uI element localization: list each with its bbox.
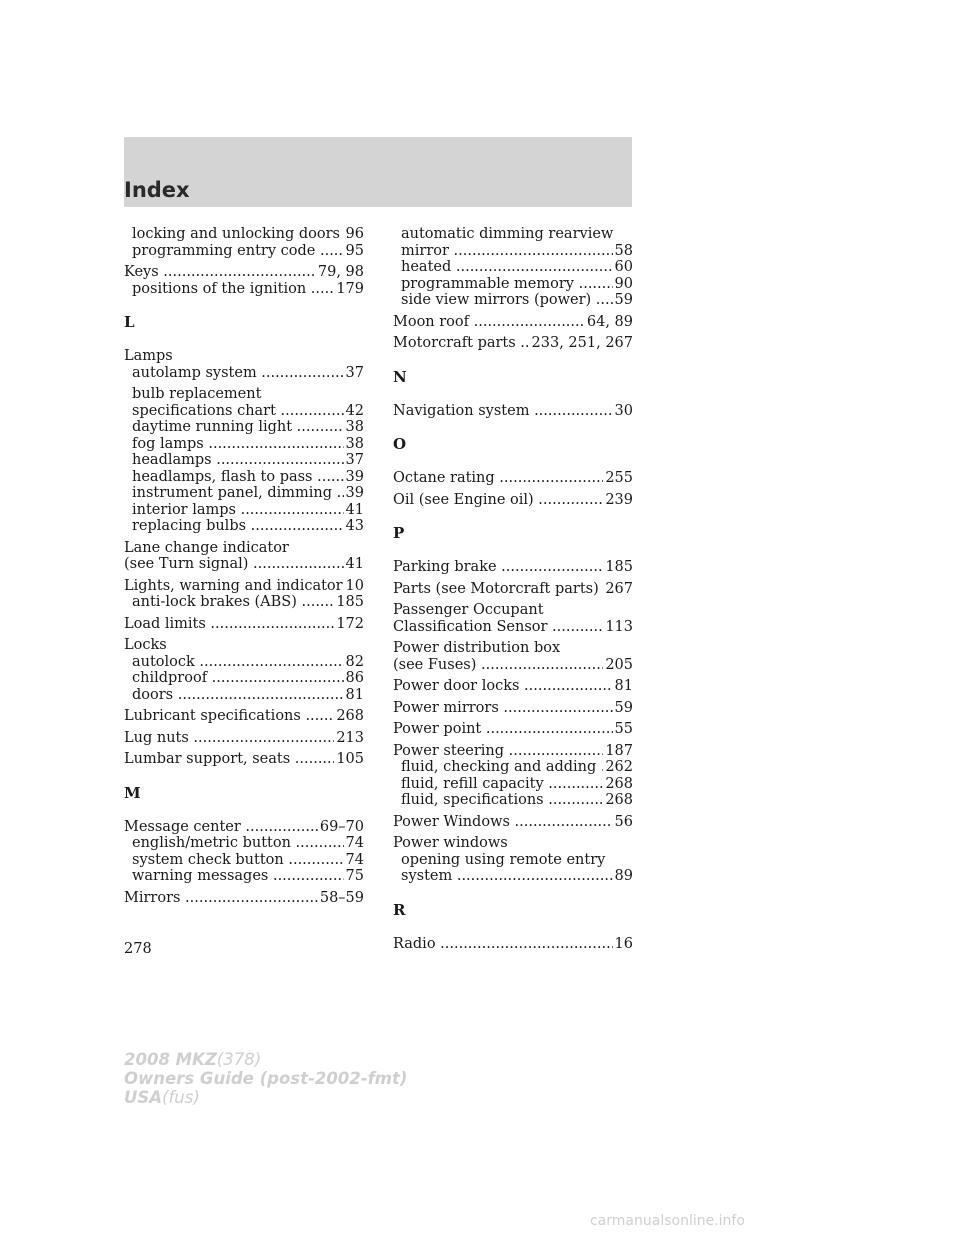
index-subentry [124, 469, 364, 486]
index-subentry [393, 852, 633, 869]
index-entry-text: Load limits [124, 615, 206, 632]
index-entry [393, 721, 633, 738]
index-entry-text: Lug nuts [124, 729, 189, 746]
index-letter-heading: N [393, 367, 407, 386]
index-subentry [124, 436, 364, 453]
index-entry-text: instrument panel, dimming [132, 485, 332, 501]
index-entry-text: interior lamps [132, 501, 236, 518]
index-entry-text: english/metric button [132, 835, 291, 851]
index-entry-text: fluid, refill capacity [401, 775, 544, 792]
index-page-ref: 96 [345, 226, 364, 242]
index-page-ref: 113 [605, 618, 633, 635]
index-entry [393, 559, 633, 576]
index-entry-text: autolamp system [132, 364, 257, 381]
index-entry-text: Lamps [124, 348, 173, 364]
index-entry-text: headlamps, flash to pass [132, 468, 313, 485]
index-entry-text: Power distribution box [393, 640, 561, 656]
index-entry-text: Radio [393, 935, 436, 952]
index-entry-text: replacing bulbs [132, 518, 247, 534]
index-subentry [124, 835, 364, 852]
index-entry-text: Keys [124, 264, 159, 280]
index-entry-text: system [401, 868, 453, 884]
index-entry-text: Lights, warning and indicator [124, 577, 343, 594]
index-page-ref: 81 [614, 678, 633, 694]
index-entry-text: Moon roof [393, 313, 470, 330]
index-entry-text: Power mirrors [393, 699, 499, 716]
index-page-ref: 185 [605, 559, 633, 575]
index-entry [124, 578, 364, 595]
index-entry [393, 835, 633, 852]
index-entry-text: Lane change indicator [124, 539, 289, 556]
index-page-ref: 59 [614, 292, 633, 308]
index-entry [393, 619, 633, 636]
index-page-ref: 64, 89 [586, 313, 633, 330]
index-entry-text: side view mirrors (power) [401, 292, 592, 308]
index-subentry [124, 365, 364, 382]
index-subentry [124, 281, 364, 298]
index-entry [393, 335, 633, 352]
index-entry-text: headlamps [132, 452, 212, 468]
index-entry-text: Power door locks [393, 678, 520, 694]
index-entry [393, 700, 633, 717]
index-subentry [393, 868, 633, 885]
index-page-ref: 185 [336, 594, 364, 610]
index-entry [124, 819, 364, 836]
index-page-ref: 233, 251, 267 [531, 335, 633, 351]
index-page-ref: 86 [345, 670, 364, 686]
index-entry [393, 602, 633, 619]
index-entry-text: bulb replacement [132, 386, 262, 402]
index-letter-heading: M [124, 783, 141, 802]
index-page-ref: 58 [614, 242, 633, 259]
index-page-ref: 74 [345, 835, 364, 851]
index-entry-text: anti-lock brakes (ABS) [132, 594, 297, 610]
index-entry-text: fog lamps [132, 435, 204, 452]
index-letter-heading: P [393, 524, 405, 542]
index-page-ref: 95 [345, 242, 364, 259]
index-page-ref: 58–59 [319, 889, 364, 906]
index-subentry [124, 243, 364, 260]
index-entry-text: Oil (see Engine oil) [393, 491, 534, 508]
index-entry-text: Lubricant specifications [124, 708, 301, 724]
index-subentry [393, 276, 633, 293]
index-entry [393, 936, 633, 953]
index-entry-text: programming entry code [132, 242, 316, 259]
index-subentry [393, 759, 633, 776]
index-entry-text: heated [401, 259, 452, 275]
index-entry-text: (see Turn signal) [124, 556, 249, 572]
index-page-ref: 69–70 [319, 818, 364, 835]
index-entry [124, 348, 364, 365]
index-page-ref: 268 [605, 775, 633, 792]
watermark: carmanualsonline.info [590, 1213, 745, 1229]
index-page-ref: 59 [614, 699, 633, 716]
index-entry-text: Parking brake [393, 559, 497, 575]
index-entry-text: Navigation system [393, 402, 530, 419]
index-letter-heading: O [393, 435, 407, 453]
index-page-ref: 75 [345, 868, 364, 884]
index-page-ref: 268 [336, 708, 364, 724]
index-entry-text: (see Fuses) [393, 656, 477, 673]
index-entry [124, 556, 364, 573]
index-subentry [393, 292, 633, 309]
index-entry [124, 637, 364, 654]
index-entry [393, 814, 633, 831]
index-letter-heading: L [124, 313, 135, 331]
index-page-ref: 205 [605, 656, 633, 673]
index-entry-text: fluid, specifications [401, 792, 544, 808]
index-subentry [393, 259, 633, 276]
index-page-ref: 30 [614, 402, 633, 419]
index-column-left [124, 226, 364, 906]
index-entry [393, 743, 633, 760]
index-page-ref: 262 [605, 759, 633, 775]
index-subentry [124, 654, 364, 671]
index-entry [124, 890, 364, 907]
index-page-ref: 172 [336, 615, 364, 632]
footer-line-guide: Owners Guide (post-2002-fmt) [124, 1069, 408, 1088]
index-entry-text: positions of the ignition [132, 280, 307, 297]
index-entry [393, 640, 633, 657]
index-page-ref: 89 [614, 868, 633, 884]
index-page-ref: 105 [336, 751, 364, 767]
index-entry-text: specifications chart [132, 402, 276, 419]
index-subentry [124, 687, 364, 704]
index-column-right [393, 226, 633, 952]
index-page-ref: 56 [614, 813, 633, 830]
index-entry-text: warning messages [132, 868, 269, 884]
index-letter-heading: R [393, 900, 406, 919]
index-entry-text: Power windows [393, 835, 508, 851]
index-entry [124, 540, 364, 557]
index-subentry [124, 403, 364, 420]
index-subentry [124, 485, 364, 502]
index-entry-text: Power steering [393, 742, 505, 759]
index-page-ref: 268 [605, 792, 633, 808]
index-entry [393, 492, 633, 509]
index-entry [124, 730, 364, 747]
index-page-ref: 90 [614, 275, 633, 292]
index-entry-text: mirror [401, 242, 449, 259]
index-entry [393, 470, 633, 487]
index-page-ref: 41 [345, 501, 364, 518]
index-page-ref: 39 [345, 485, 364, 501]
index-page-ref: 39 [345, 468, 364, 485]
index-subentry [124, 594, 364, 611]
index-page-ref: 239 [605, 491, 633, 508]
index-entry-text: doors [132, 686, 174, 703]
index-page-ref: 82 [345, 653, 364, 670]
index-entry-text: autolock [132, 653, 195, 670]
index-entry-text: Classification Sensor [393, 618, 548, 635]
index-page-ref: 255 [605, 470, 633, 486]
index-subentry [124, 518, 364, 535]
index-subentry [124, 852, 364, 869]
footer-line-region: USA(fus) [124, 1088, 200, 1107]
index-page-ref: 16 [614, 935, 633, 952]
index-entry [393, 403, 633, 420]
index-page-ref: 38 [345, 419, 364, 435]
page-number: 278 [124, 941, 152, 957]
section-title: Index [124, 178, 190, 202]
index-page-ref: 37 [345, 452, 364, 468]
section-header-bar [124, 137, 632, 207]
index-entry-text: childproof [132, 670, 208, 686]
index-entry-text: Mirrors [124, 889, 181, 906]
index-page-ref: 55 [614, 721, 633, 737]
index-entry-text: fluid, checking and adding [401, 759, 597, 775]
index-subentry [393, 226, 633, 243]
index-page-ref: 267 [605, 580, 633, 597]
footer-line-model: 2008 MKZ(378) [124, 1050, 262, 1069]
index-page-ref: 42 [345, 402, 364, 419]
index-entry [393, 657, 633, 674]
index-entry-text: programmable memory [401, 275, 574, 292]
index-page-ref: 38 [345, 435, 364, 452]
index-entry [393, 314, 633, 331]
index-entry [124, 616, 364, 633]
document-footer [124, 1050, 407, 1107]
index-entry-text: daytime running light [132, 419, 293, 435]
index-entry [124, 751, 364, 768]
index-entry-text: Locks [124, 637, 167, 653]
index-page-ref: 81 [345, 686, 364, 703]
index-entry [393, 581, 633, 598]
index-entry-text: Message center [124, 818, 241, 835]
index-subentry [124, 502, 364, 519]
index-entry-text: Passenger Occupant [393, 602, 544, 618]
index-page-ref: 187 [605, 742, 633, 759]
index-subentry [124, 670, 364, 687]
index-entry-text: Octane rating [393, 470, 495, 486]
index-page-ref: 41 [345, 556, 364, 572]
index-subentry [393, 776, 633, 793]
index-entry-text: system check button [132, 851, 284, 868]
index-entry [124, 264, 364, 281]
index-page-ref: 10 [345, 577, 364, 594]
index-entry [393, 678, 633, 695]
index-subentry [124, 452, 364, 469]
index-page-ref: 179 [336, 280, 364, 297]
index-page-ref: 79, 98 [317, 264, 364, 280]
index-entry-text: Power Windows [393, 813, 510, 830]
index-page-ref: 74 [345, 851, 364, 868]
index-entry-text: Power point [393, 721, 482, 737]
index-page-ref: 213 [336, 729, 364, 746]
index-entry-text: opening using remote entry [401, 851, 606, 868]
index-entry-text: locking and unlocking doors [132, 226, 340, 242]
index-subentry [393, 243, 633, 260]
index-subentry [393, 792, 633, 809]
index-entry-text: Lumbar support, seats [124, 751, 291, 767]
index-subentry [124, 386, 364, 403]
index-subentry [124, 419, 364, 436]
index-entry-text: Parts (see Motorcraft parts) [393, 580, 599, 597]
index-page-ref: 37 [345, 364, 364, 381]
index-subentry [124, 226, 364, 243]
index-entry-text: automatic dimming rearview [401, 226, 614, 242]
index-page-ref: 43 [345, 518, 364, 534]
index-subentry [124, 868, 364, 885]
index-entry-text: Motorcraft parts [393, 335, 516, 351]
index-entry [124, 708, 364, 725]
index-page-ref: 60 [614, 259, 633, 275]
